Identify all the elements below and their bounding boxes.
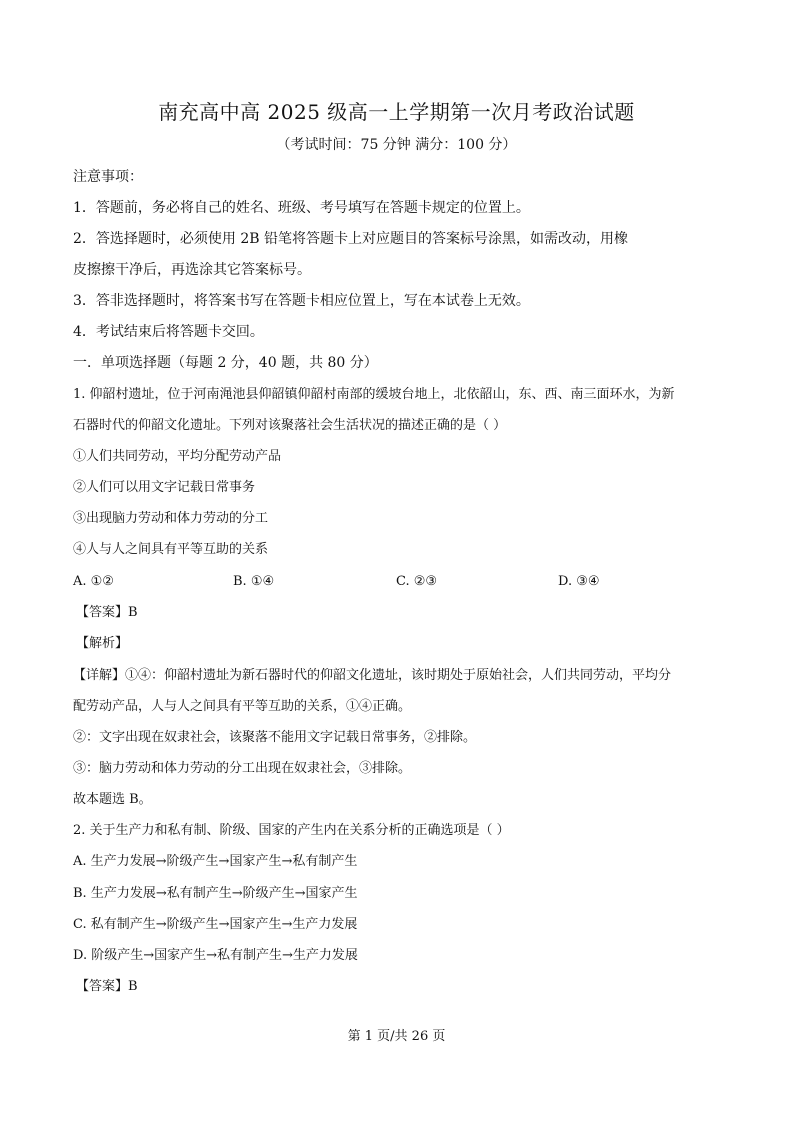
q2-answer: 【答案】B [76, 979, 138, 994]
q1-statement-2: ②人们可以用文字记载日常事务 [73, 480, 256, 495]
q1-stem-line1: 1. 仰韶村遗址，位于河南渑池县仰韶镇仰韶村南部的缓坡台地上，北依韶山，东、西、南三面环水，为新 [73, 387, 675, 402]
q2-option-a: A. 生产力发展→阶级产生→国家产生→私有制产生 [73, 854, 358, 869]
q2-option-d: D. 阶级产生→国家产生→私有制产生→生产力发展 [73, 948, 358, 963]
note-item-2: 2．答选择题时，必须使用 2B 铅笔将答题卡上对应题目的答案标号涂黑，如需改动，用橡 [73, 231, 629, 247]
q1-option-b: B. ①④ [233, 574, 275, 589]
note-item-2-cont: 皮擦擦干净后，再选涂其它答案标号。 [73, 262, 311, 278]
q2-stem: 2. 关于生产力和私有制、阶级、国家的产生内在关系分析的正确选项是（ ） [73, 823, 510, 838]
q1-answer: 【答案】B [76, 605, 138, 620]
note-item-1: 1．答题前，务必将自己的姓名、班级、考号填写在答题卡规定的位置上。 [73, 200, 530, 216]
note-item-3: 3．答非选择题时，将答案书写在答题卡相应位置上，写在本试卷上无效。 [73, 293, 530, 309]
q1-statement-4: ④人与人之间具有平等互助的关系 [73, 542, 269, 557]
q1-detail-line3: ②：文字出现在奴隶社会，该聚落不能用文字记载日常事务，②排除。 [73, 730, 477, 745]
q1-detail-line4: ③：脑力劳动和体力劳动的分工出现在奴隶社会，③排除。 [73, 761, 412, 776]
q1-detail-line1: 【详解】①④：仰韶村遗址为新石器时代的仰韶文化遗址，该时期处于原始社会，人们共同劳动，平均分 [73, 668, 672, 683]
q1-detail-line2: 配劳动产品，人与人之间具有平等互助的关系，①④正确。 [73, 699, 412, 714]
q2-option-b: B. 生产力发展→私有制产生→阶级产生→国家产生 [73, 886, 358, 901]
q1-analysis-label: 【解析】 [76, 636, 129, 651]
q1-conclusion: 故本题选 B。 [73, 792, 152, 807]
q1-statement-1: ①人们共同劳动，平均分配劳动产品 [73, 449, 282, 464]
q2-option-c: C. 私有制产生→阶级产生→国家产生→生产力发展 [73, 917, 358, 932]
q1-option-a: A. ①② [73, 574, 114, 589]
q1-statement-3: ③出现脑力劳动和体力劳动的分工 [73, 511, 269, 526]
page-number: 第 1 页/共 26 页 [347, 1029, 446, 1044]
section-heading: 一．单项选择题（每题 2 分，40 题，共 80 分） [73, 355, 378, 371]
q1-option-c: C. ②③ [396, 574, 438, 589]
note-item-4: 4．考试结束后将答题卡交回。 [73, 324, 264, 340]
notes-heading: 注意事项： [73, 169, 143, 185]
q1-stem-line2: 石器时代的仰韶文化遗址。下列对该聚落社会生活状况的描述正确的是（ ） [73, 418, 507, 433]
exam-subtitle: （考试时间：75 分钟 满分：100 分） [276, 137, 517, 153]
exam-title: 南充高中高 2025 级高一上学期第一次月考政治试题 [158, 100, 635, 124]
q1-option-d: D. ③④ [558, 574, 600, 589]
